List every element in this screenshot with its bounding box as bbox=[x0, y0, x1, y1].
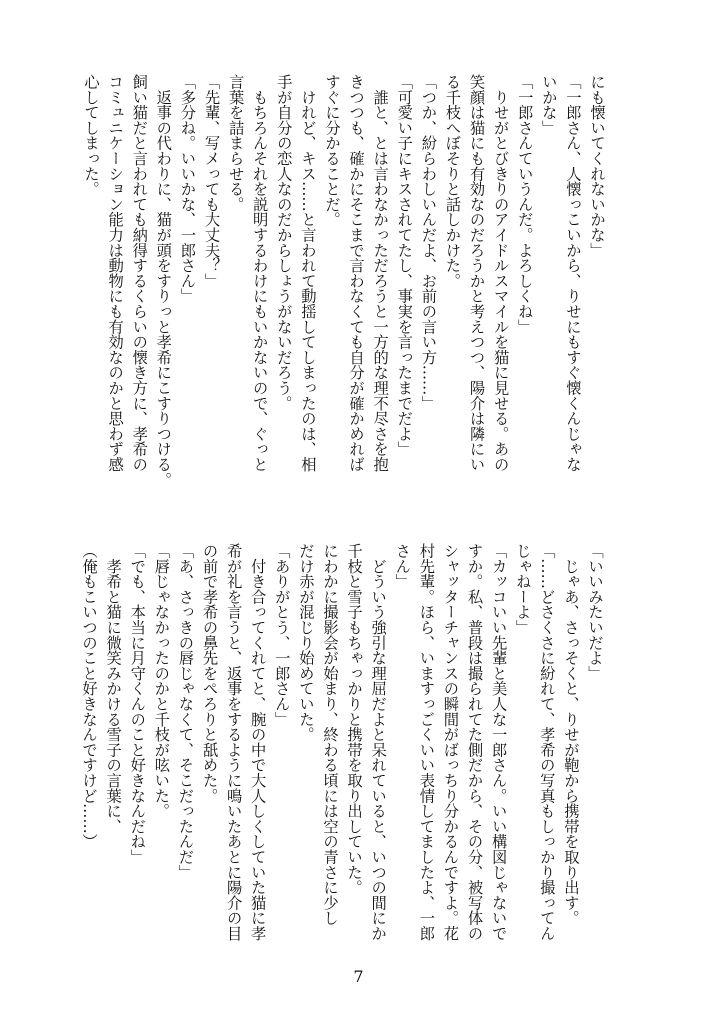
text-line: 「先輩、写メっても大丈夫？」 bbox=[202, 74, 221, 289]
text-line: すぐに分かることだ。 bbox=[322, 74, 341, 227]
text-line: きつつも、確かにそこまで言わなくても自分が確かめれば bbox=[347, 74, 366, 472]
text-line: 「可愛い子にキスされてたし、事実を言ったまでだよ」 bbox=[395, 74, 414, 457]
text-line: 「つか、紛らわしいんだよ、お前の言い方……」 bbox=[419, 74, 438, 411]
text-line: にわかに撮影会が始まり、終わる頃には空の青さに少し bbox=[320, 543, 339, 926]
text-line: 孝希と猫に微笑みかける雪子の言葉に、 bbox=[104, 543, 123, 834]
text-line: どういう強引な理屈だよと呆れていると、いつの間にか bbox=[369, 543, 388, 941]
text-line: 「いいみたいだよ」 bbox=[586, 543, 604, 681]
text-line: 付き合ってくれてと、腕の中で大人しくしていた猫に孝 bbox=[248, 543, 267, 941]
text-line: 村先輩。ほら、いますっごくいい表情してましたよ、一郎 bbox=[417, 543, 436, 941]
text-line: もちろんそれを説明するわけにもいかないので、ぐっと bbox=[250, 74, 269, 472]
text-line: の前で孝希の鼻先をぺろりと舐めた。 bbox=[200, 543, 219, 804]
text-line: 「一郎さんていうんだ。よろしくね」 bbox=[515, 74, 534, 335]
text-line: 千枝と雪子もちゃっかりと携帯を取り出していた。 bbox=[345, 543, 364, 895]
text-line: いかな」 bbox=[539, 74, 558, 136]
text-line: だけ赤が混じり始めていた。 bbox=[296, 543, 315, 742]
text-line: 心してしまった。 bbox=[82, 74, 101, 197]
lower-text-block bbox=[77, 543, 607, 967]
text-line: 「でも、本当に月守くんのこと好きなんだね」 bbox=[128, 543, 147, 865]
text-line: じゃあ、さっそくと、りせが鞄から携帯を取り出す。 bbox=[561, 543, 580, 926]
page-number: 7 bbox=[353, 967, 364, 986]
text-line: 「ありがとう、一郎さん」 bbox=[272, 543, 291, 727]
text-line: コミュニケーション能力は動物にも有効なのかと思わず感 bbox=[106, 74, 125, 472]
text-line: じゃねーよ」 bbox=[513, 543, 532, 635]
text-line: 返事の代わりに、猫が頭をすりっと孝希にこすりつける。 bbox=[154, 74, 173, 488]
text-line: 飼い猫だと言われても納得するくらいの懐き方に、孝希の bbox=[130, 74, 149, 472]
text-line: 誰と、とは言わなかっただろうと一方的な理不尽さを抱 bbox=[371, 74, 390, 472]
text-line: 「唇じゃなかったのかと千枝が呟いた。 bbox=[152, 543, 171, 819]
text-line: シャッターチャンスの瞬間がばっちり分かるんですよ。花 bbox=[441, 543, 460, 941]
text-line: 希が礼を言うと、返事をするように鳴いたあとに陽介の目 bbox=[224, 543, 243, 941]
text-line: 「多分ね。いいかな、一郎さん」 bbox=[178, 74, 197, 304]
text-line: （俺もこいつのこと好きなんですけど……） bbox=[80, 543, 99, 849]
text-line: 笑顔は猫にも有効なのだろうかと考えつつ、陽介は隣にい bbox=[467, 74, 486, 472]
text-line: りせがとびきりのアイドルスマイルを猫に見せる。あの bbox=[491, 74, 510, 472]
text-line: 手が自分の恋人なのだからしょうがないだろう。 bbox=[274, 74, 293, 411]
text-line: 「一郎さん、人懐っこいから、りせにもすぐ懐くんじゃな bbox=[563, 74, 582, 472]
text-line: さん」 bbox=[393, 543, 412, 589]
text-line: にも懐いてくれないかな」 bbox=[588, 74, 606, 258]
text-line: 「……どさくさに紛れて、孝希の写真もしっかり撮ってん bbox=[537, 543, 556, 941]
text-line: すか。私、普段は撮られてた側だから、その分、被写体の bbox=[465, 543, 484, 941]
text-line: 言葉を詰まらせる。 bbox=[226, 74, 245, 212]
text-line: る千枝へぼそりと話しかけた。 bbox=[443, 74, 462, 289]
upper-text-block bbox=[79, 74, 609, 498]
text-line: 「あ、さっきの唇じゃなくて、そこだったんだ」 bbox=[176, 543, 195, 880]
text-line: けれど、キス……と言われて動揺してしまったのは、相 bbox=[298, 74, 317, 472]
text-line: 「カッコいい先輩と美人な一郎さん。いい構図じゃないで bbox=[489, 543, 508, 941]
